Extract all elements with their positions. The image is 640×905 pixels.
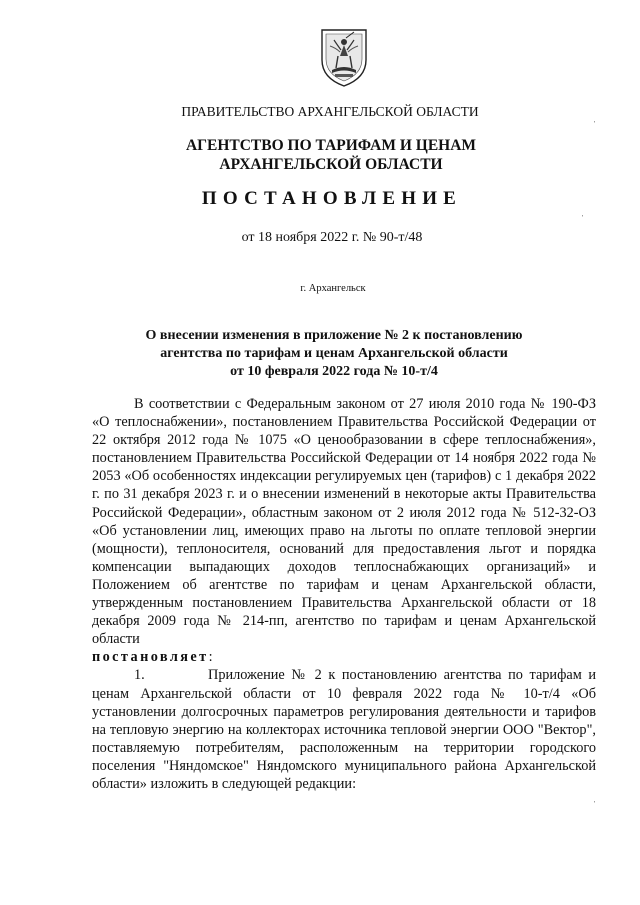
- title-line1: О внесении изменения в приложение № 2 к постановлению: [145, 328, 523, 343]
- agency-name-line2: АРХАНГЕЛЬСКОЙ ОБЛАСТИ: [219, 156, 443, 173]
- agency-name-line1: АГЕНТСТВО ПО ТАРИФАМ И ЦЕНАМ: [185, 137, 477, 154]
- scan-speck: ': [582, 214, 584, 222]
- document-body: [92, 395, 596, 793]
- government-name: ПРАВИТЕЛЬСТВО АРХАНГЕЛЬСКОЙ ОБЛАСТИ: [181, 104, 479, 119]
- city: г. Архангельск: [300, 283, 366, 294]
- item-1-text: Приложение № 2 к постановлению агентства по тарифам и ценам Архангельской области от 10 февраля 2022 года № 10-т/4 «Об установлении долгосрочных параметров регулирования деятельности и тарифов на тепловую энергию на коллекторах источника тепловой энергии ООО "Вектор", поставляемую потребителям, расположенным на территории городского поселения "Няндомское" Няндомского муниципального района Архангельской области» изложить в следующей редакции:: [92, 667, 596, 792]
- title-line2: агентства по тарифам и ценам Архангельской области: [160, 346, 508, 361]
- document-type: ПОСТАНОВЛЕНИЕ: [201, 188, 463, 209]
- date-number: от 18 ноября 2022 г. № 90-т/48: [241, 230, 423, 245]
- preamble-paragraph: В соответствии с Федеральным законом от 27 июля 2010 года № 190-ФЗ «О теплоснабжении», постановлением Правительства Российской Федерации от 22 октября 2012 года № 1075 «О ценообразовании в сфере теплоснабжения», постановлением Правительства Российской Федерации от 14 ноября 2022 года № 2053 «Об особенностях индексации регулируемых цен (тарифов) с 1 декабря 2022 г. по 31 декабря 2023 г. и о внесении изменений в некоторые акты Правительства Российской Федерации», областным законом от 2 июля 2012 года № 512-32-ОЗ «Об установлении лиц, имеющих право на льготы по оплате тепловой энергии (мощности), теплоносителя, оснований для предоставления льгот и порядка компенсации выпадающих доходов теплоснабжающих организаций» и Положением об агентстве по тарифам и ценам Архангельской области, утвержденным постановлением Правительства Архангельской области от 18 декабря 2009 года № 214-пп, агентство по тарифам и ценам Архангельской области: [92, 396, 596, 648]
- item-1-number: 1.: [134, 667, 145, 684]
- coat-of-arms-icon: [316, 26, 372, 88]
- title-line3: от 10 февраля 2022 года № 10-т/4: [230, 364, 438, 379]
- scan-speck: ': [594, 800, 596, 808]
- item-1-paragraph: [92, 666, 596, 793]
- decree-word: постановляет: [92, 649, 209, 666]
- document-title: [114, 327, 554, 381]
- agency-name: [22, 136, 640, 174]
- scan-speck: ': [594, 120, 596, 128]
- decree-line: [92, 648, 596, 666]
- decree-colon: :: [208, 649, 213, 666]
